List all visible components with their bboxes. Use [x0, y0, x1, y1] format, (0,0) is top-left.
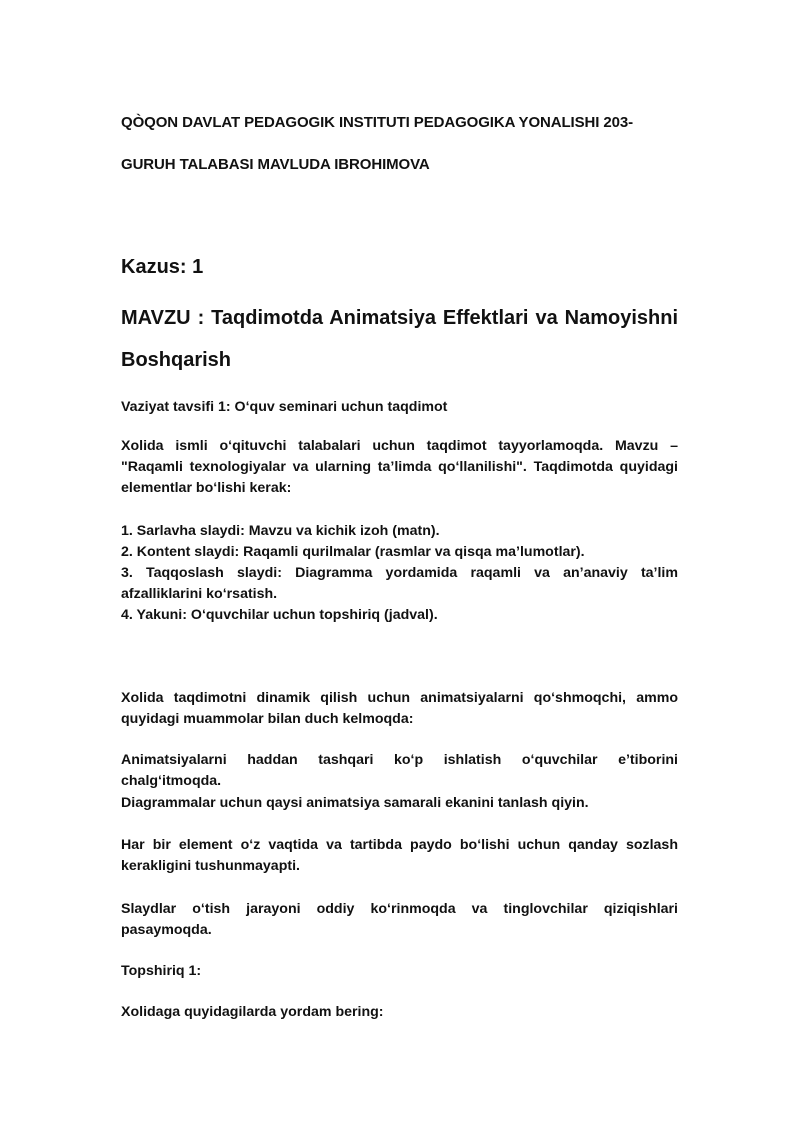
header-line-1: QÒQON DAVLAT PEDAGOGIK INSTITUTI PEDAGOGIKA YONALISHI 203-	[121, 114, 634, 131]
header-line-2: GURUH TALABASI MAVLUDA IBROHIMOVA	[121, 156, 430, 173]
document-body	[121, 110, 678, 1020]
problem-item: Animatsiyalarni haddan tashqari ko‘p ishlatish o‘quvchilar e’tiborini chalg‘itmoqda.	[121, 752, 678, 789]
list-item: 3. Taqqoslash slaydi: Diagramma yordamida raqamli va an’anaviy ta’lim afzalliklarini ko‘rsatish.	[121, 565, 678, 602]
problem-intro: Xolida taqdimotni dinamik qilish uchun animatsiyalarni qo‘shmoqchi, ammo quyidagi muammolar bilan duch kelmoqda:	[121, 690, 678, 727]
element-list	[121, 521, 678, 626]
problem-item: Har bir element o‘z vaqtida va tartibda paydo bo‘lishi uchun qanday sozlash kerakligini tushunmayapti.	[121, 837, 678, 874]
problem-item: Diagrammalar uchun qaysi animatsiya samarali ekanini tanlash qiyin.	[121, 795, 589, 811]
list-item: 4. Yakuni: O‘quvchilar uchun topshiriq (jadval).	[121, 607, 438, 623]
situation-intro: Xolida ismli o‘qituvchi talabalari uchun taqdimot tayyorlamoqda. Mavzu – "Raqamli texnologiyalar va ularning ta’limda qo‘llanilishi". Taqdimotda quyidagi elementlar bo‘lishi kerak:	[121, 438, 678, 496]
case-title: Kazus: 1	[121, 256, 204, 278]
situation-heading: Vaziyat tavsifi 1: O‘quv seminari uchun taqdimot	[121, 399, 448, 415]
problem-item: Slaydlar o‘tish jarayoni oddiy ko‘rinmoqda va tinglovchilar qiziqishlari pasaymoqda.	[121, 901, 678, 938]
list-item: 2. Kontent slaydi: Raqamli qurilmalar (rasmlar va qisqa ma’lumotlar).	[121, 544, 585, 560]
list-item: 1. Sarlavha slaydi: Mavzu va kichik izoh (matn).	[121, 523, 440, 539]
task-intro: Xolidaga quyidagilarda yordam bering:	[121, 1004, 384, 1020]
topic-title: MAVZU : Taqdimotda Animatsiya Effektlari va Namoyishni Boshqarish	[121, 307, 678, 371]
task-title: Topshiriq 1:	[121, 963, 202, 979]
